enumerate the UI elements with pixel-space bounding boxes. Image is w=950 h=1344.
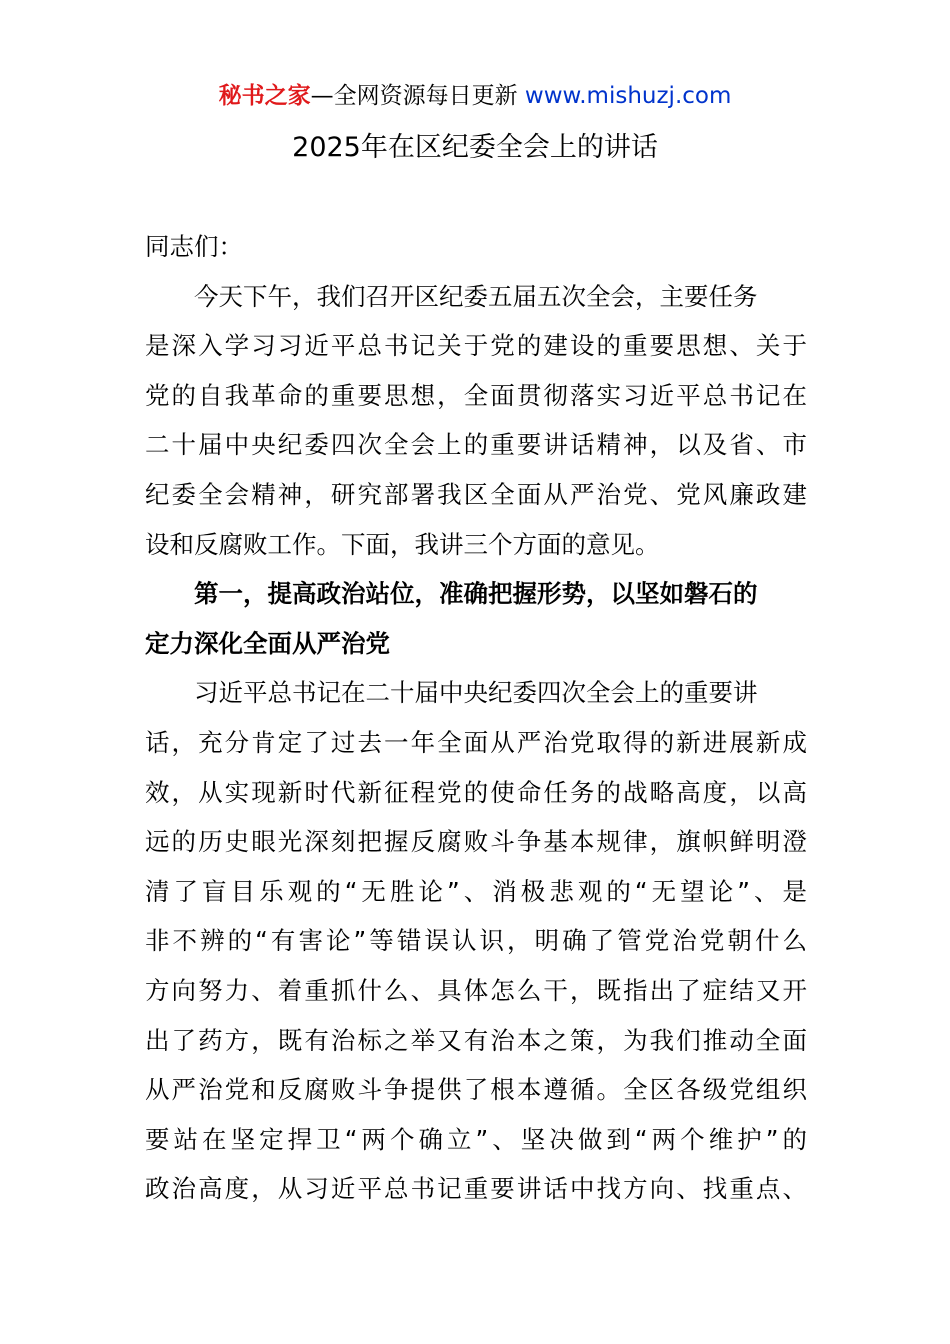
paragraph-line: 是深入学习习近平总书记关于党的建设的重要思想、关于 <box>145 331 807 361</box>
paragraph-line: 设和反腐败工作。下面，我讲三个方面的意见。 <box>145 529 660 559</box>
salutation: 同志们： <box>145 232 243 261</box>
paragraph-line: 今天下午，我们召开区纪委五届五次全会，主要任务 <box>194 281 758 311</box>
paragraph-line: 方向努力、着重抓什么、具体怎么干，既指出了症结又开 <box>145 975 807 1005</box>
paragraph-line: 政治高度，从习近平总书记重要讲话中找方向、找重点、 <box>145 1174 807 1204</box>
paragraph-line: 党的自我革命的重要思想，全面贯彻落实习近平总书记在 <box>145 380 807 410</box>
paragraph-line: 出了药方，既有治标之举又有治本之策，为我们推动全面 <box>145 1025 807 1055</box>
banner-tagline: —全网资源每日更新 <box>310 83 518 109</box>
paragraph-line: 纪委全会精神，研究部署我区全面从严治党、党风廉政建 <box>145 479 807 509</box>
paragraph-line: 习近平总书记在二十届中央纪委四次全会上的重要讲 <box>194 678 758 708</box>
paragraph-line: 二十届中央纪委四次全会上的重要讲话精神，以及省、市 <box>145 430 807 460</box>
paragraph-line: 非不辨的“有害论”等错误认识，明确了管党治党朝什么 <box>145 926 807 956</box>
paragraph-line: 要站在坚定捍卫“两个确立”、坚决做到“两个维护”的 <box>145 1124 807 1154</box>
paragraph-line: 从严治党和反腐败斗争提供了根本遵循。全区各级党组织 <box>145 1075 807 1105</box>
paragraph-line: 效，从实现新时代新征程党的使命任务的战略高度，以高 <box>145 777 807 807</box>
document-body <box>145 222 807 1214</box>
brand-name: 秘书之家 <box>218 83 311 109</box>
section-heading-line: 定力深化全面从严治党 <box>145 628 390 658</box>
site-banner <box>0 80 950 112</box>
paragraph-line: 话，充分肯定了过去一年全面从严治党取得的新进展新成 <box>145 727 807 757</box>
paragraph-line: 清了盲目乐观的“无胜论”、消极悲观的“无望论”、是 <box>145 876 807 906</box>
site-url-link[interactable]: www.mishuzj.com <box>524 83 732 109</box>
section-heading-line: 第一，提高政治站位，准确把握形势，以坚如磐石的 <box>194 579 758 609</box>
document-title: 2025年在区纪委全会上的讲话 <box>292 132 658 163</box>
paragraph-line: 远的历史眼光深刻把握反腐败斗争基本规律，旗帜鲜明澄 <box>145 827 807 857</box>
